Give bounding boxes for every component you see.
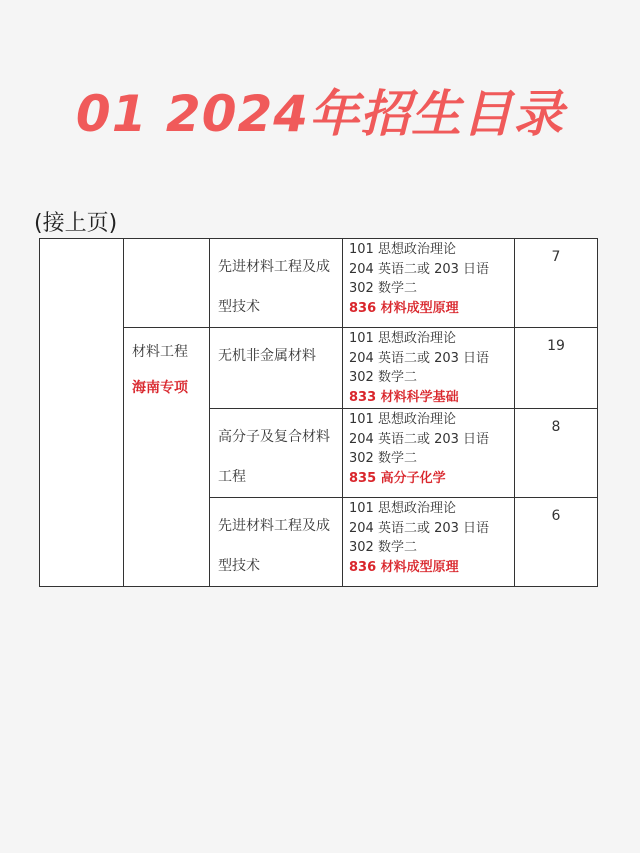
college-name: 材料工程 — [132, 344, 188, 360]
table-row — [40, 239, 598, 328]
subject-language: 204 英语二或 203 日语 — [349, 520, 490, 536]
subject-politics: 101 思想政治理论 — [349, 412, 456, 427]
special-program-label: 海南专项 — [132, 380, 188, 396]
direction-cell: 先进材料工程及成型技术 — [210, 498, 343, 587]
subject-professional: 836 材料成型原理 — [349, 300, 459, 316]
quota-cell: 7 — [515, 239, 598, 328]
quota-cell: 19 — [515, 328, 598, 409]
subject-language: 204 英语二或 203 日语 — [349, 431, 490, 447]
subjects-cell — [343, 239, 515, 328]
subject-politics: 101 思想政治理论 — [349, 242, 456, 257]
quota-cell: 8 — [515, 409, 598, 498]
admission-table — [39, 238, 598, 587]
subject-professional: 835 高分子化学 — [349, 470, 446, 486]
subject-math: 302 数学二 — [349, 281, 417, 296]
subjects-cell — [343, 328, 515, 409]
direction-cell: 先进材料工程及成型技术 — [210, 239, 343, 328]
empty-cell — [40, 239, 124, 587]
subject-language: 204 英语二或 203 日语 — [349, 261, 490, 277]
subject-professional: 836 材料成型原理 — [349, 559, 459, 575]
subject-math: 302 数学二 — [349, 370, 417, 385]
subjects-cell — [343, 498, 515, 587]
table-row — [40, 328, 598, 409]
subject-math: 302 数学二 — [349, 451, 417, 466]
direction-cell: 高分子及复合材料工程 — [210, 409, 343, 498]
empty-cell — [124, 239, 210, 328]
page-title: 01 2024年招生目录 — [75, 85, 565, 143]
subject-professional: 833 材料科学基础 — [349, 389, 459, 405]
college-cell — [124, 328, 210, 587]
subject-math: 302 数学二 — [349, 540, 417, 555]
quota-cell: 6 — [515, 498, 598, 587]
direction-cell: 无机非金属材料 — [210, 328, 343, 409]
subject-politics: 101 思想政治理论 — [349, 331, 456, 346]
continued-label: (接上页) — [34, 211, 118, 236]
subjects-cell — [343, 409, 515, 498]
subject-language: 204 英语二或 203 日语 — [349, 350, 490, 366]
subject-politics: 101 思想政治理论 — [349, 501, 456, 516]
